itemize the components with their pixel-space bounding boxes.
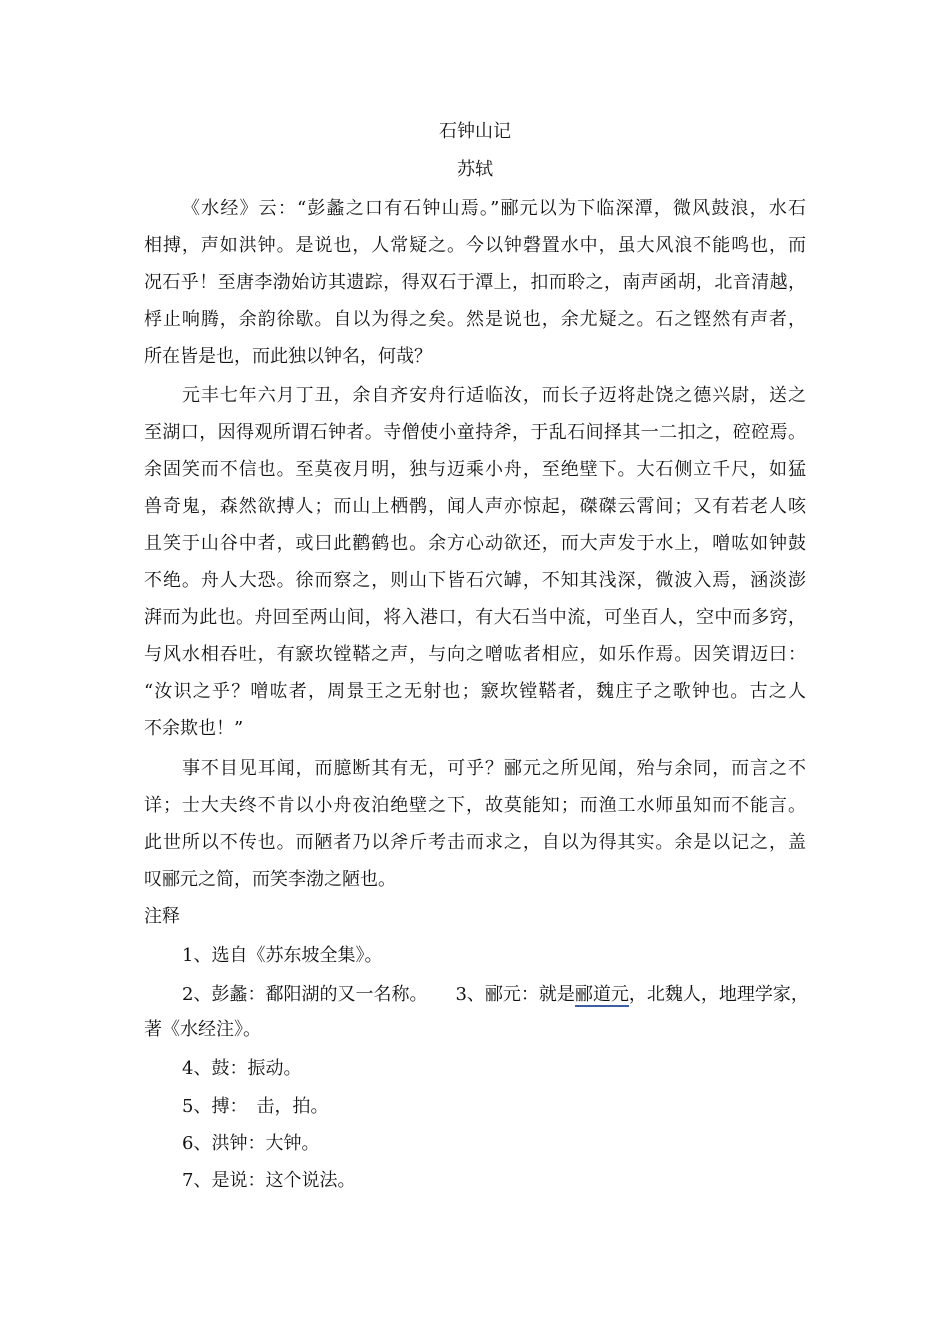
- paragraph-2-line-5: 且笑于山谷中者，或曰此鹳鹤也。余方心动欲还，而大声发于水上，噌吰如钟鼓: [144, 533, 806, 554]
- paragraph-2-line-4: 兽奇鬼，森然欲搏人；而山上栖鹘，闻人声亦惊起，磔磔云霄间；又有若老人咳: [144, 496, 806, 517]
- paragraph-2-line-6: 不绝。舟人大恐。徐而察之，则山下皆石穴罅，不知其浅深，微波入焉，涵淡澎: [144, 570, 806, 591]
- note-3-continuation: 著《水经注》。: [144, 1019, 261, 1040]
- paragraph-2-line-2: 至湖口，因得观所谓石钟者。寺僧使小童持斧，于乱石间择其一二扣之，硿硿焉。: [144, 422, 806, 443]
- paragraph-1-line-5: 所在皆是也，而此独以钟名，何哉？: [144, 346, 432, 367]
- paragraph-3-line-4: 叹郦元之简，而笑李渤之陋也。: [144, 869, 396, 890]
- paragraph-2-line-8: 与风水相吞吐，有窾坎镗鞳之声，与向之噌吰者相应，如乐作焉。因笑谓迈曰：: [144, 644, 806, 665]
- essay-author: 苏轼: [457, 159, 493, 180]
- note-2: 2、彭蠡：鄱阳湖的又一名称。: [182, 984, 428, 1005]
- essay-title: 石钟山记: [439, 121, 511, 142]
- note-5: 5、搏： 击，拍。: [182, 1096, 329, 1117]
- paragraph-2-line-1: 元丰七年六月丁丑，余自齐安舟行适临汝，而长子迈将赴饶之德兴尉，送之: [182, 385, 806, 406]
- notes-heading: 注释: [144, 906, 180, 927]
- note-2-3-line: [182, 981, 809, 1009]
- note-1: 1、选自《苏东坡全集》。: [182, 945, 383, 966]
- note-7: 7、是说：这个说法。: [182, 1170, 356, 1191]
- note-3-suffix: ，北魏人，地理学家，: [628, 984, 809, 1005]
- paragraph-2-line-10: 不余欺也！”: [144, 718, 244, 739]
- note-6: 6、洪钟：大钟。: [182, 1133, 320, 1154]
- paragraph-2-line-9: “汝识之乎？噌吰者，周景王之无射也；窾坎镗鞳者，魏庄子之歌钟也。古之人: [144, 681, 806, 702]
- paragraph-1-line-2: 相搏，声如洪钟。是说也，人常疑之。今以钟磬置水中，虽大风浪不能鸣也，而: [144, 235, 806, 256]
- paragraph-1-line-3: 况石乎！至唐李渤始访其遗踪，得双石于潭上，扣而聆之，南声函胡，北音清越，: [144, 272, 806, 293]
- paragraph-1-line-1: 《水经》云：“彭蠡之口有石钟山焉。”郦元以为下临深潭，微风鼓浪，水石: [182, 198, 806, 219]
- paragraph-2-line-7: 湃而为此也。舟回至两山间，将入港口，有大石当中流，可坐百人，空中而多窍，: [144, 607, 806, 628]
- paragraph-2-line-3: 余固笑而不信也。至莫夜月明，独与迈乘小舟，至绝壁下。大石侧立千尺，如猛: [144, 459, 806, 480]
- paragraph-3-line-3: 此世所以不传也。而陋者乃以斧斤考击而求之，自以为得其实。余是以记之，盖: [144, 832, 806, 853]
- paragraph-1-line-4: 桴止响腾，余韵徐歇。自以为得之矣。然是说也，余尤疑之。石之铿然有声者，: [144, 309, 806, 330]
- note-4: 4、鼓：振动。: [182, 1058, 302, 1079]
- note-3-link[interactable]: 郦道元: [574, 984, 629, 1005]
- paragraph-3-line-2: 详；士大夫终不肯以小舟夜泊绝壁之下，故莫能知；而渔工水师虽知而不能言。: [144, 795, 806, 816]
- paragraph-3-line-1: 事不目见耳闻，而臆断其有无，可乎？郦元之所见闻，殆与余同，而言之不: [182, 758, 806, 779]
- note-3-prefix: 3、郦元：就是: [455, 984, 575, 1005]
